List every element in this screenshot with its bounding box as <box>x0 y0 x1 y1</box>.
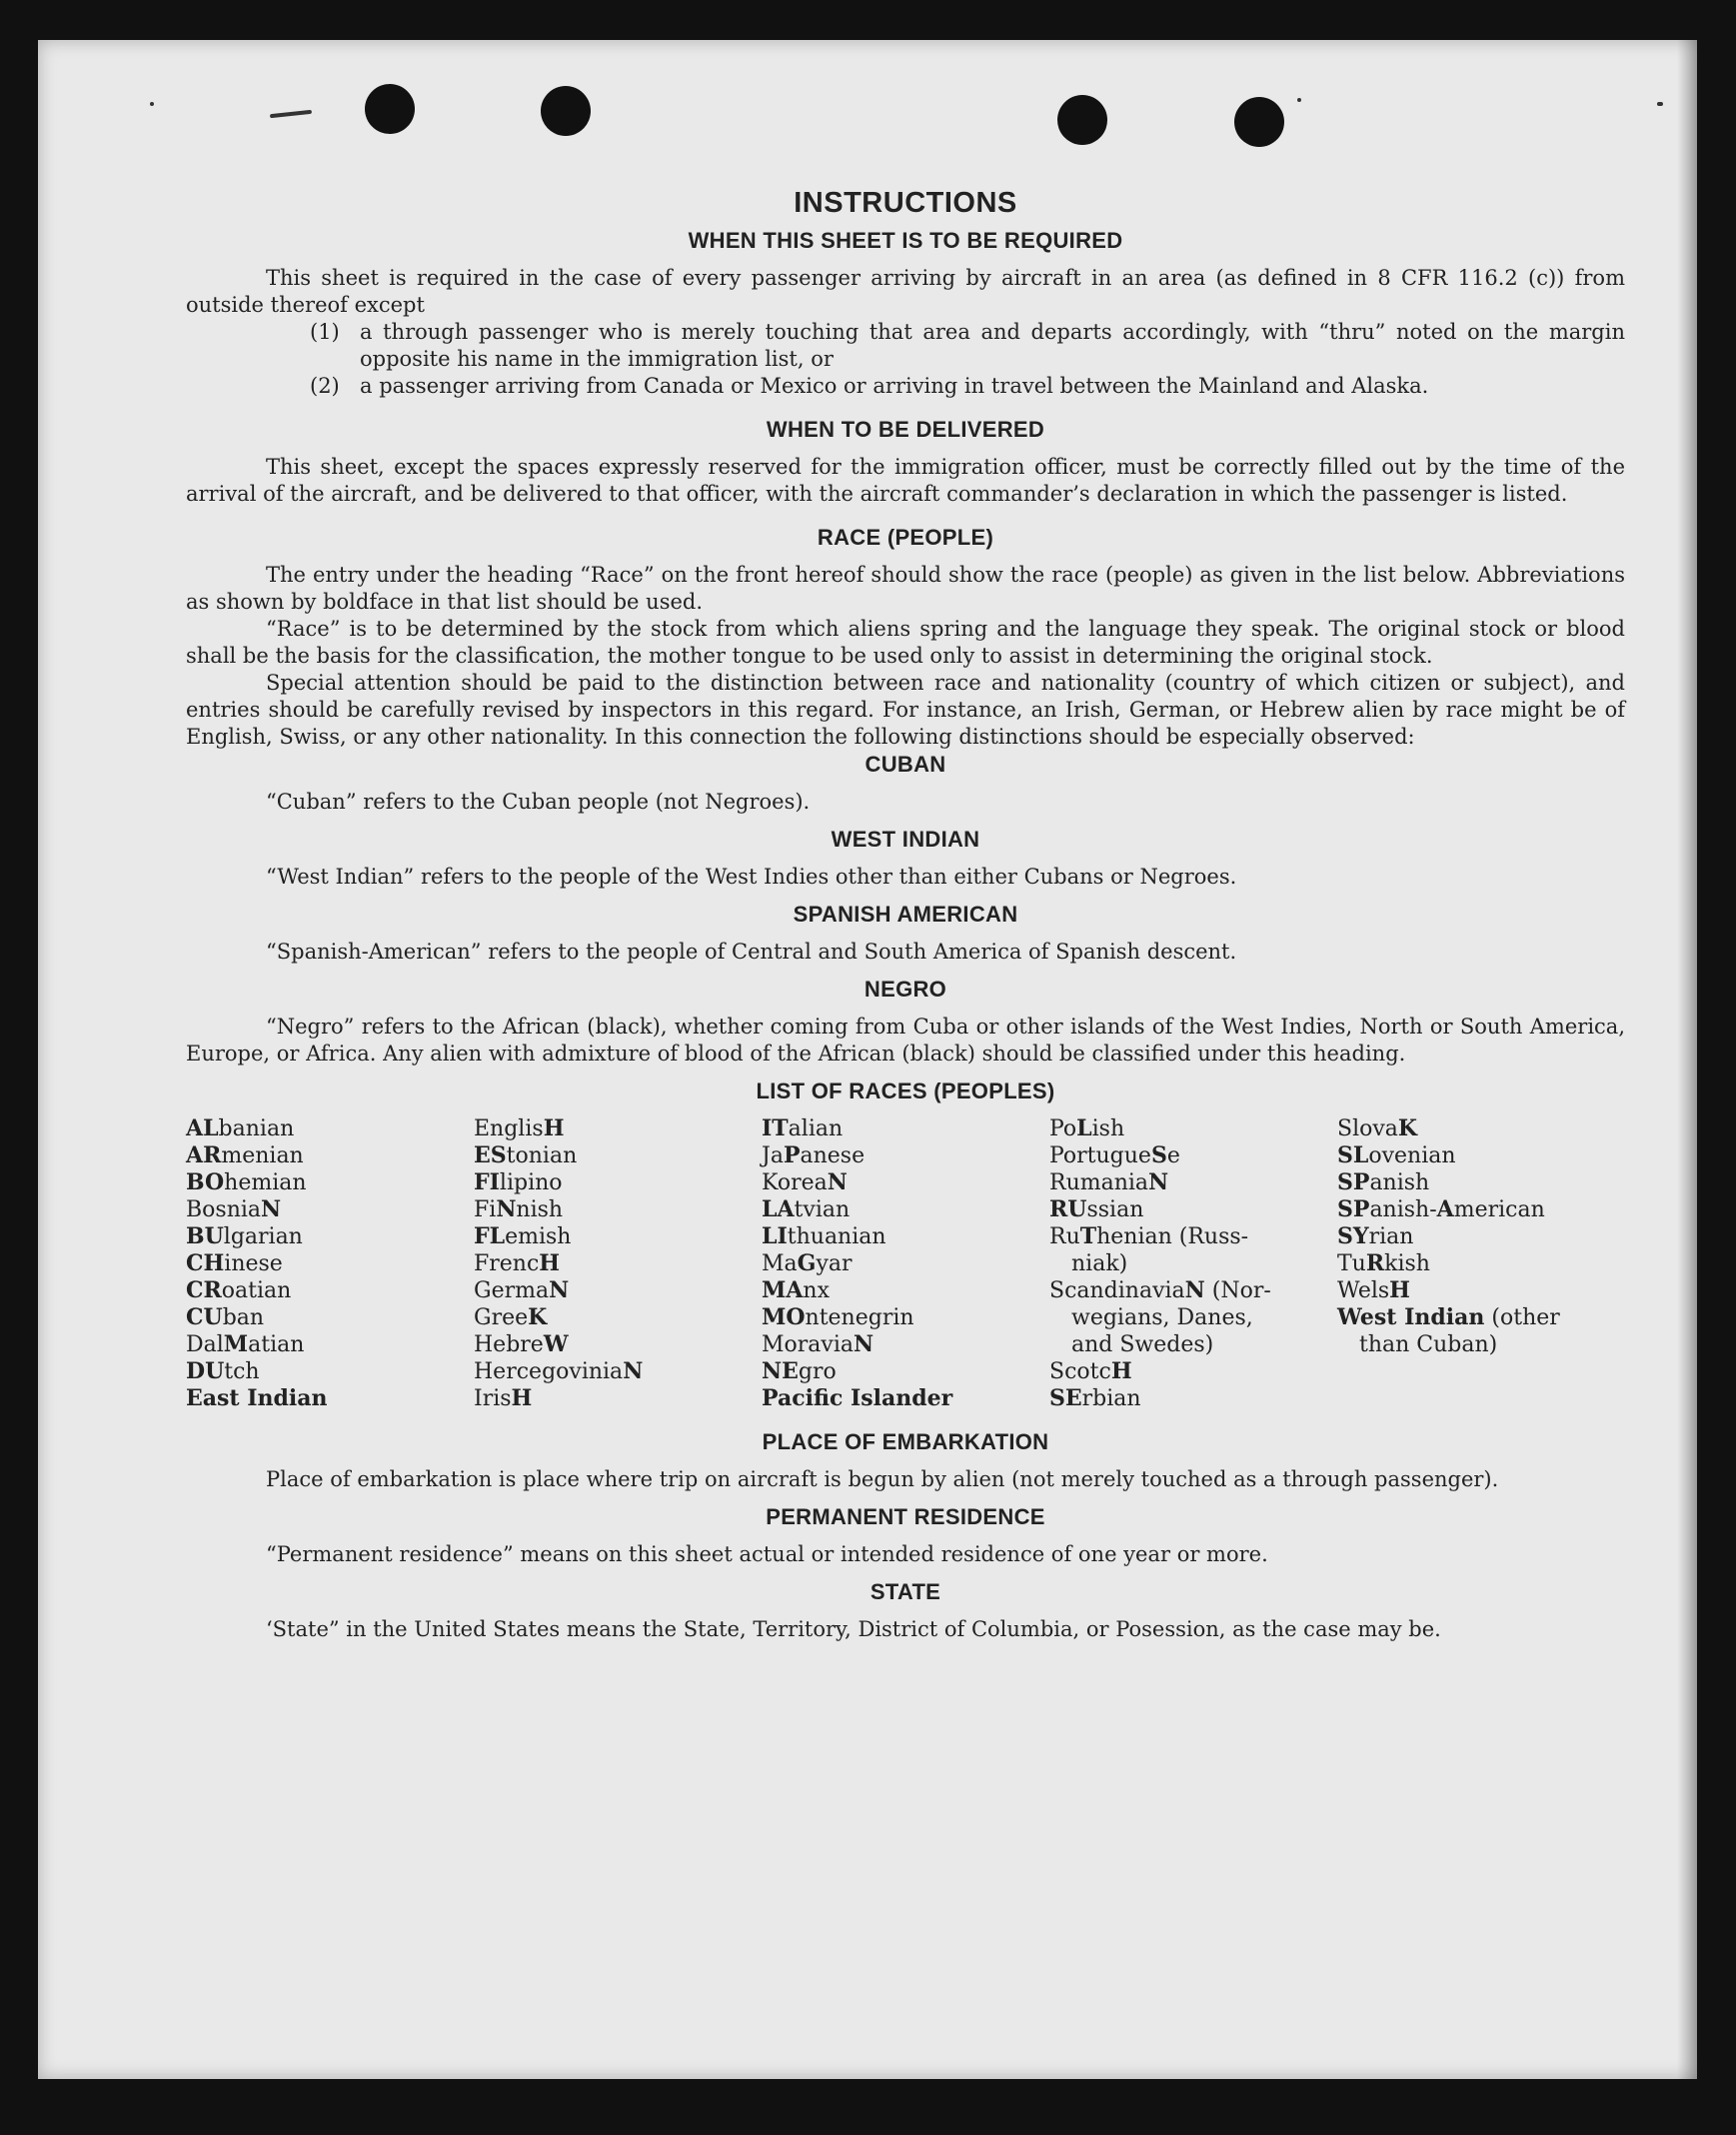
race-abbreviation: SY <box>1337 1223 1369 1249</box>
race-text: yar <box>816 1251 853 1276</box>
paper-edge-shadow <box>1677 40 1697 2079</box>
race-abbreviation: LA <box>762 1196 795 1222</box>
race-abbreviation: K <box>1397 1115 1418 1141</box>
heading-race: RACE (PEOPLE) <box>817 525 994 550</box>
race-entry <box>474 1277 762 1304</box>
race-text: Po <box>1049 1116 1077 1141</box>
race-text: e <box>1166 1143 1180 1168</box>
race-text: tch <box>224 1359 260 1384</box>
race-abbreviation: S <box>1150 1142 1167 1168</box>
race-abbreviation: CH <box>186 1250 225 1276</box>
race-text: nx <box>803 1278 830 1303</box>
heading-permanent-residence: PERMANENT RESIDENCE <box>766 1504 1045 1529</box>
race-entry <box>1337 1250 1625 1277</box>
races-column <box>186 1115 474 1412</box>
race-entry <box>474 1115 762 1142</box>
race-entry <box>762 1385 1049 1412</box>
race-abbreviation: SP <box>1337 1196 1370 1222</box>
races-column <box>762 1115 1049 1412</box>
race-text: Scotc <box>1049 1359 1111 1384</box>
race-text: hemian <box>224 1170 307 1195</box>
heading-spanish-american: SPANISH AMERICAN <box>793 902 1018 927</box>
race-entry <box>186 1115 474 1142</box>
race-entry <box>762 1358 1049 1385</box>
race-abbreviation: NE <box>762 1358 799 1384</box>
race-abbreviation: SL <box>1337 1142 1369 1168</box>
race-abbreviation: A <box>1436 1196 1454 1222</box>
race-entry: and Swedes) <box>1071 1332 1214 1357</box>
race-abbreviation: H <box>1110 1358 1132 1384</box>
race-abbreviation: MO <box>762 1304 806 1330</box>
race-entry <box>186 1196 474 1223</box>
scan-speck <box>1657 102 1663 106</box>
race-entry <box>762 1196 1049 1223</box>
race-text: anish <box>1369 1170 1430 1195</box>
race-text: ssian <box>1086 1197 1144 1222</box>
paragraph-required: This sheet is required in the case of every passenger arriving by aircraft in an area (as defined in 8 CFR 116.2 (c)) from outside thereof except <box>186 266 1625 317</box>
race-abbreviation: FI <box>474 1169 500 1195</box>
race-entry <box>762 1115 1049 1142</box>
race-text: menian <box>221 1143 304 1168</box>
race-abbreviation: LI <box>762 1223 788 1249</box>
race-text: rian <box>1368 1224 1414 1249</box>
heading-place-of-embarkation: PLACE OF EMBARKATION <box>762 1429 1049 1454</box>
race-text: tonian <box>506 1143 578 1168</box>
race-abbreviation: R <box>1365 1250 1385 1276</box>
race-entry <box>474 1169 762 1196</box>
race-text: nish <box>516 1197 564 1222</box>
race-entry <box>1049 1169 1337 1196</box>
race-text: henian (Russ- <box>1096 1224 1249 1249</box>
paragraph-spanish-american: “Spanish-American” refers to the people of Central and South America of Spanish descent. <box>266 940 1237 964</box>
race-entry <box>762 1169 1049 1196</box>
race-entry <box>762 1250 1049 1277</box>
race-entry <box>762 1223 1049 1250</box>
race-abbreviation: AR <box>186 1142 222 1168</box>
item-number: (2) <box>310 374 340 398</box>
race-text: Fi <box>474 1197 497 1222</box>
race-abbreviation: IT <box>762 1115 789 1141</box>
race-text: Moravia <box>762 1332 854 1357</box>
race-text: Wels <box>1337 1278 1390 1303</box>
race-entry <box>186 1142 474 1169</box>
race-abbreviation: RU <box>1049 1196 1087 1222</box>
race-entry <box>474 1331 762 1358</box>
race-entry <box>186 1358 474 1385</box>
race-abbreviation: K <box>528 1304 548 1330</box>
race-entry <box>186 1169 474 1196</box>
race-text: Slova <box>1337 1116 1398 1141</box>
race-abbreviation: FL <box>474 1223 506 1249</box>
race-text: Ja <box>762 1143 784 1168</box>
race-abbreviation: N <box>854 1331 874 1357</box>
paragraph-delivered: This sheet, except the spaces expressly reserved for the immigration officer, must be correctly filled out by the time of the arrival of the aircraft, and be delivered to that officer, with the aircraft commander’s declaration in which the passenger is listed. <box>186 455 1625 506</box>
race-text: Tu <box>1337 1251 1366 1276</box>
punch-hole <box>541 86 591 136</box>
race-entry: wegians, Danes, <box>1071 1305 1253 1330</box>
race-abbreviation: H <box>511 1385 533 1411</box>
race-entry <box>1337 1115 1625 1142</box>
race-entry <box>1049 1358 1337 1385</box>
race-text: thuanian <box>787 1224 886 1249</box>
heading-when-required: WHEN THIS SHEET IS TO BE REQUIRED <box>688 228 1123 253</box>
punch-hole <box>1057 95 1107 145</box>
race-text: ish <box>1091 1116 1125 1141</box>
race-entry <box>1337 1223 1625 1250</box>
race-abbreviation: N <box>549 1277 570 1303</box>
race-entry <box>186 1223 474 1250</box>
race-text: Dal <box>186 1332 224 1357</box>
race-text: ban <box>222 1305 265 1330</box>
race-text: rbian <box>1081 1386 1141 1411</box>
race-text: Iris <box>474 1386 512 1411</box>
races-column <box>1337 1115 1625 1412</box>
scan-speck <box>1297 98 1301 102</box>
paragraph-cuban: “Cuban” refers to the Cuban people (not Negroes). <box>266 790 811 814</box>
race-entry <box>762 1304 1049 1331</box>
scan-speck <box>270 110 312 118</box>
race-text: Hercegovinia <box>474 1359 624 1384</box>
race-entry <box>474 1304 762 1331</box>
item-number: (1) <box>310 320 340 344</box>
race-abbreviation: MA <box>762 1277 804 1303</box>
race-text: Ru <box>1049 1224 1080 1249</box>
race-abbreviation: DU <box>186 1358 225 1384</box>
race-text: atian <box>248 1332 305 1357</box>
race-entry <box>1049 1196 1337 1223</box>
race-abbreviation: N <box>261 1196 282 1222</box>
instructions-content <box>186 187 1625 1643</box>
race-text: oatian <box>221 1278 292 1303</box>
race-abbreviation: T <box>1079 1223 1097 1249</box>
race-entry <box>474 1196 762 1223</box>
race-text: Frenc <box>474 1251 540 1276</box>
paragraph-state: ‘State” in the United States means the State, Territory, District of Columbia, or Posession, as the case may be. <box>266 1617 1441 1641</box>
race-text: lipino <box>499 1170 563 1195</box>
race-text: tvian <box>794 1197 851 1222</box>
race-text: Gree <box>474 1305 529 1330</box>
race-abbreviation: East Indian <box>186 1385 328 1411</box>
heading-list-of-races: LIST OF RACES (PEOPLES) <box>756 1078 1055 1103</box>
race-abbreviation: N <box>1148 1169 1169 1195</box>
race-abbreviation: P <box>783 1142 801 1168</box>
page-title: INSTRUCTIONS <box>794 187 1017 219</box>
race-entry <box>186 1250 474 1277</box>
race-entry <box>1337 1169 1625 1196</box>
race-abbreviation: N <box>827 1169 848 1195</box>
race-abbreviation: BO <box>186 1169 225 1195</box>
race-text: lgarian <box>223 1224 303 1249</box>
race-abbreviation: ES <box>474 1142 507 1168</box>
race-text: anish- <box>1369 1197 1437 1222</box>
race-abbreviation: CR <box>186 1277 222 1303</box>
race-entry: niak) <box>1071 1251 1128 1276</box>
race-entry <box>1337 1277 1625 1304</box>
race-text: emish <box>505 1224 572 1249</box>
race-entry <box>762 1277 1049 1304</box>
race-entry: than Cuban) <box>1359 1332 1498 1357</box>
paragraph-race-1: The entry under the heading “Race” on the front hereof should show the race (people) as given in the list below. Abbreviations as shown by boldface in that list should be used. <box>186 563 1625 614</box>
race-text: Germa <box>474 1278 550 1303</box>
races-column <box>1049 1115 1337 1412</box>
race-text: Englis <box>474 1116 544 1141</box>
race-entry <box>1337 1142 1625 1169</box>
race-text: ovenian <box>1368 1143 1456 1168</box>
race-text: Scandinavia <box>1049 1278 1185 1303</box>
race-text: banian <box>218 1116 295 1141</box>
race-abbreviation: SP <box>1337 1169 1370 1195</box>
race-text: Hebre <box>474 1332 544 1357</box>
item-text: a through passenger who is merely touching that area and departs accordingly, with “thru” noted on the margin opposite his name in the immigration list, or <box>360 320 1625 371</box>
race-abbreviation: N <box>1184 1277 1205 1303</box>
race-entry <box>1049 1385 1337 1412</box>
race-abbreviation: SE <box>1049 1385 1082 1411</box>
race-text: (Nor- <box>1204 1278 1271 1303</box>
punch-hole <box>1234 97 1284 147</box>
race-text: alian <box>788 1116 844 1141</box>
race-entry <box>474 1358 762 1385</box>
paragraph-residence: “Permanent residence” means on this sheet actual or intended residence of one year or more. <box>266 1542 1268 1566</box>
race-text: Bosnia <box>186 1197 262 1222</box>
race-abbreviation: M <box>223 1331 249 1357</box>
race-abbreviation: H <box>1389 1277 1410 1303</box>
paragraph-race-2: “Race” is to be determined by the stock from which aliens spring and the language they speak. The original stock or blood shall be the basis for the classification, the mother tongue to be used only to assist in determining the original stock. <box>186 617 1625 668</box>
heading-state: STATE <box>869 1579 941 1604</box>
race-abbreviation: BU <box>186 1223 224 1249</box>
race-entry <box>474 1250 762 1277</box>
race-entry <box>1049 1223 1337 1250</box>
races-column <box>474 1115 762 1412</box>
paragraph-race-3: Special attention should be paid to the distinction between race and nationality (country of which citizen or subject), and entries should be carefully revised by inspectors in this regard. For instance, an Irish, German, or Hebrew alien by race might be of English, Swiss, or any other nationality. In this connection the following distinctions should be especially observed: <box>186 671 1625 749</box>
race-abbreviation: H <box>543 1115 565 1141</box>
race-entry <box>474 1385 762 1412</box>
paragraph-embarkation: Place of embarkation is place where trip on aircraft is begun by alien (not merely touched as a through passenger). <box>266 1467 1499 1491</box>
race-text: ntenegrin <box>805 1305 914 1330</box>
race-abbreviation: G <box>797 1250 817 1276</box>
race-entry <box>186 1304 474 1331</box>
race-abbreviation: CU <box>186 1304 223 1330</box>
heading-when-delivered: WHEN TO BE DELIVERED <box>766 417 1045 442</box>
item-text: a passenger arriving from Canada or Mexico or arriving in travel between the Mainland and Alaska. <box>360 374 1429 398</box>
race-abbreviation: AL <box>186 1115 219 1141</box>
race-abbreviation: N <box>623 1358 644 1384</box>
race-entry <box>186 1277 474 1304</box>
list-item <box>186 319 1625 373</box>
race-entry <box>1049 1115 1337 1142</box>
race-entry <box>1049 1142 1337 1169</box>
list-item <box>186 373 1625 400</box>
race-abbreviation: West Indian <box>1337 1304 1485 1330</box>
heading-negro: NEGRO <box>864 977 947 1002</box>
race-abbreviation: H <box>539 1250 561 1276</box>
race-entry <box>762 1331 1049 1358</box>
race-text: inese <box>224 1251 283 1276</box>
race-entry <box>1049 1277 1337 1304</box>
race-text: Ma <box>762 1251 798 1276</box>
race-entry <box>1337 1304 1625 1331</box>
race-abbreviation: N <box>496 1196 517 1222</box>
paragraph-west-indian: “West Indian” refers to the people of the West Indies other than either Cubans or Negroes. <box>266 865 1237 889</box>
race-entry <box>474 1142 762 1169</box>
document-sheet <box>38 40 1697 2079</box>
race-entry <box>762 1142 1049 1169</box>
race-entry <box>186 1385 474 1412</box>
scan-speck <box>150 102 154 106</box>
heading-cuban: CUBAN <box>865 752 946 777</box>
race-abbreviation: Pacific Islander <box>762 1385 953 1411</box>
paragraph-negro: “Negro” refers to the African (black), whether coming from Cuba or other islands of the West Indies, North or South America, Europe, or Africa. Any alien with admixture of blood of the African (black) should be classified under this heading. <box>186 1015 1625 1066</box>
races-list <box>186 1115 1625 1412</box>
race-text: Portugue <box>1049 1143 1151 1168</box>
race-text: Korea <box>762 1170 828 1195</box>
race-entry <box>1337 1196 1625 1223</box>
race-text: Rumania <box>1049 1170 1149 1195</box>
race-entry <box>186 1331 474 1358</box>
race-abbreviation: W <box>543 1331 569 1357</box>
race-abbreviation: L <box>1076 1115 1092 1141</box>
race-entry <box>474 1223 762 1250</box>
heading-west-indian: WEST INDIAN <box>831 827 980 852</box>
punch-hole <box>365 84 415 134</box>
race-text: gro <box>798 1359 837 1384</box>
race-text: kish <box>1384 1251 1430 1276</box>
race-text: merican <box>1453 1197 1545 1222</box>
race-text: (other <box>1484 1305 1560 1330</box>
race-text: anese <box>800 1143 866 1168</box>
